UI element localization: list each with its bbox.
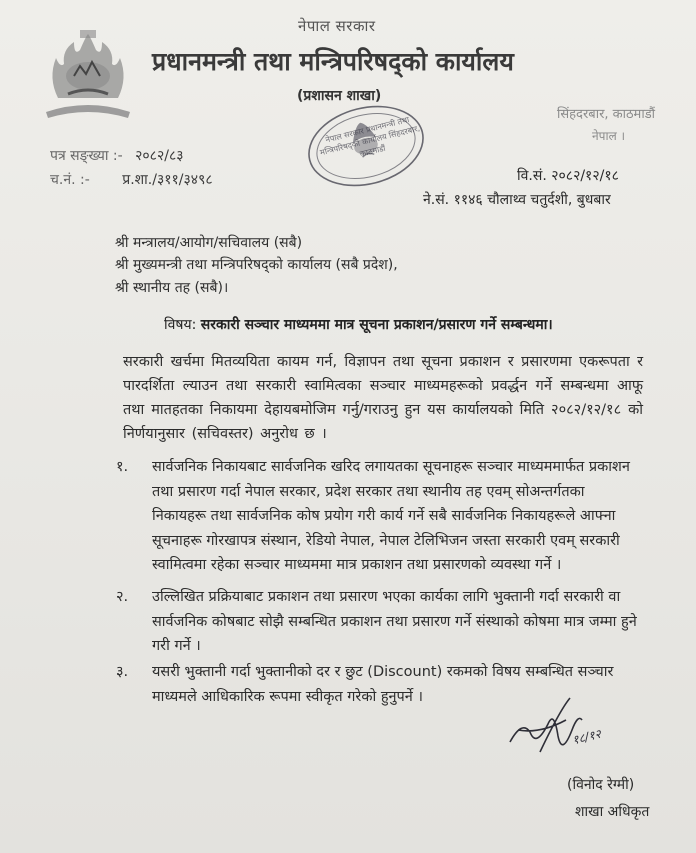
- recipient-3: श्री स्थानीय तह (सबै)।: [115, 280, 229, 296]
- office-title: प्रधानमन्त्री तथा मन्त्रिपरिषद्को कार्यालय: [152, 47, 514, 76]
- item-number: २.: [116, 589, 129, 605]
- letter-number-label: पत्र सङ्ख्या :-: [50, 148, 123, 164]
- dispatch-number-value: प्र.शा./३११/३४९८: [122, 172, 213, 188]
- subject-line: [164, 315, 553, 334]
- dispatch-number: [50, 170, 213, 189]
- date-ns: ने.सं. ११४६ चौलाथ्व चतुर्दशी, बुधबार: [423, 192, 611, 208]
- item-text: उल्लिखित प्रक्रियाबाट प्रकाशन तथा प्रसारण भएका कार्यका लागि भुक्तानी गर्दा सरकारी वा सार्वजनिक कोषबाट सोझै सम्बन्धित प्रकाशन तथा प्रसारण गर्ने संस्थाको कोषमा मात्र जम्मा हुने गरी गर्ने ।: [152, 589, 637, 654]
- item-text: सार्वजनिक निकायबाट सार्वजनिक खरिद लगायतका सूचनाहरू सञ्चार माध्यममार्फत प्रकाशन तथा प्रसारण गर्दा नेपाल सरकार, प्रदेश सरकार तथा स्थानीय तह एवम् सोअन्तर्गतका निकायहरू तथा सार्वजनिक कोष प्रयोग गरी कार्य गर्ने सबै सार्वजनिक निकायहरूले आफ्ना सूचनाहरू गोरखापत्र संस्थान, रेडियो नेपाल, नेपाल टेलिभिजन जस्ता सरकारी एवम् सरकारी स्वामित्वमा रहेका सञ्चार माध्यममा मात्र प्रकाशन तथा प्रसारणको व्यवस्था गर्ने ।: [152, 459, 630, 573]
- subject-text: सरकारी सञ्चार माध्यममा मात्र सूचना प्रकाशन/प्रसारण गर्ने सम्बन्धमा।: [200, 317, 553, 333]
- date-vs: वि.सं. २०८२/१२/१८: [517, 168, 619, 184]
- recipient-1: श्री मन्त्रालय/आयोग/सचिवालय (सबै): [115, 235, 303, 251]
- section-name: (प्रशासन शाखा): [297, 88, 382, 104]
- letter-number: [50, 146, 184, 165]
- stamp-ring-text: नेपाल सरकार प्रधानमन्त्री तथा मन्त्रिपरिषद्को कार्यालय सिंहदरबार, काठमाडौं: [319, 115, 421, 159]
- recipient-2: श्री मुख्यमन्त्री तथा मन्त्रिपरिषद्को कार्यालय (सबै प्रदेश),: [115, 257, 398, 273]
- item-text: यसरी भुक्तानी गर्दा भुक्तानीको दर र छुट (Discount) रकमको विषय सम्बन्धित सञ्चार माध्यमले आधिकारिक रूपमा स्वीकृत गरेको हुनुपर्ने ।: [152, 664, 614, 705]
- subject-label: विषय:: [164, 317, 197, 333]
- item-number: ३.: [116, 664, 129, 680]
- signatory-name: (विनोद रेग्मी): [567, 777, 635, 793]
- signatory-title: शाखा अधिकृत: [575, 804, 650, 820]
- list-item: [116, 585, 640, 659]
- address-line-2: नेपाल ।: [592, 129, 626, 143]
- list-item: [116, 455, 640, 578]
- intro-paragraph: सरकारी खर्चमा मितव्ययिता कायम गर्न, विज्ञापन तथा सूचना प्रकाशन र प्रसारणमा एकरूपता र पारदर्शिता ल्याउन तथा सरकारी स्वामित्वका सञ्चार माध्यमहरूको प्रवर्द्धन गर्ने सम्बन्धमा आफू तथा मातहतका निकायमा देहायबमोजिम गर्नु/गराउनु हुन यस कार्यालयको मिति २०८२/१२/१८ को निर्णयानुसार (सचिवस्तर) अनुरोध छ ।: [123, 354, 643, 442]
- government-name: नेपाल सरकार: [298, 17, 376, 35]
- dispatch-number-label: च.नं. :-: [50, 172, 90, 188]
- nepal-emblem-icon: [38, 28, 138, 120]
- signature-date: १८/१२: [570, 726, 603, 748]
- address-line-1: सिंहदरबार, काठमाडौं: [557, 107, 656, 122]
- letter-number-value: २०८२/८३: [135, 148, 184, 164]
- item-number: १.: [116, 459, 129, 475]
- handwritten-signature: [500, 690, 630, 770]
